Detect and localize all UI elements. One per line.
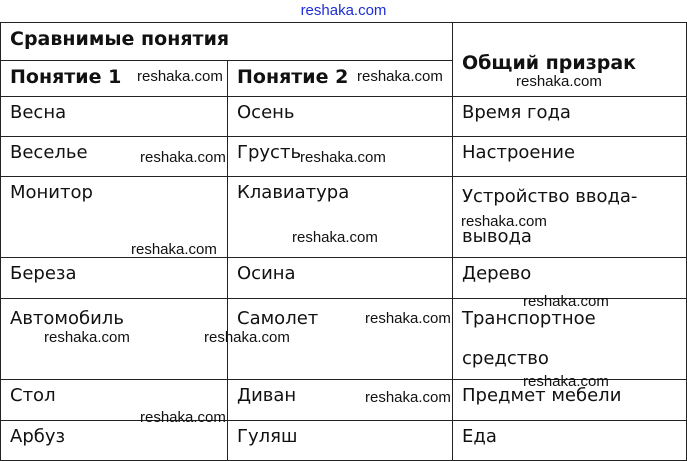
watermark: reshaka.com [461, 213, 547, 230]
general-feature-cell: Предмет мебели [453, 380, 687, 421]
concept-1-cell: Береза [1, 258, 228, 299]
general-feature-cell: Устройство ввода-вывода [453, 177, 687, 258]
header-concept-1: Понятие 1 [1, 61, 228, 97]
concept-1-cell: Весна [1, 97, 228, 137]
watermark: reshaka.com [44, 329, 130, 346]
watermark: reshaka.com [131, 241, 217, 258]
header-compared-concepts: Сравнимые понятия [1, 23, 453, 61]
concept-1-cell: Веселье [1, 137, 228, 177]
general-feature-cell: Дерево [453, 258, 687, 299]
concept-2-cell: Самолет [228, 299, 453, 380]
watermark: reshaka.com [365, 389, 451, 406]
concept-2-cell: Грусть [228, 137, 453, 177]
watermark: reshaka.com [292, 229, 378, 246]
table-row [1, 97, 687, 137]
watermark: reshaka.com [523, 373, 609, 390]
header-concept-2: Понятие 2 [228, 61, 453, 97]
concept-2-cell: Осина [228, 258, 453, 299]
general-feature-cell: Время года [453, 97, 687, 137]
concept-2-cell: Гуляш [228, 421, 453, 461]
site-watermark-top: reshaka.com [300, 2, 387, 19]
watermark: reshaka.com [523, 293, 609, 310]
general-feature-cell: Еда [453, 421, 687, 461]
general-feature-cell: Настроение [453, 137, 687, 177]
concept-1-cell: Стол [1, 380, 228, 421]
concept-1-cell: Автомобиль [1, 299, 228, 380]
concept-1-cell: Монитор [1, 177, 228, 258]
concept-2-cell: Клавиатура [228, 177, 453, 258]
watermark: reshaka.com [137, 68, 223, 85]
watermark: reshaka.com [365, 310, 451, 327]
watermark: reshaka.com [357, 68, 443, 85]
watermark: reshaka.com [300, 149, 386, 166]
concept-2-cell: Осень [228, 97, 453, 137]
concept-2-cell: Диван [228, 380, 453, 421]
watermark: reshaka.com [140, 409, 226, 426]
watermark: reshaka.com [516, 73, 602, 90]
general-feature-cell: Транспортное средство [453, 299, 687, 380]
table-row [1, 421, 687, 461]
concept-1-cell: Арбуз [1, 421, 228, 461]
watermark: reshaka.com [204, 329, 290, 346]
watermark: reshaka.com [140, 149, 226, 166]
header-general-feature: Общий призрак [453, 23, 687, 97]
